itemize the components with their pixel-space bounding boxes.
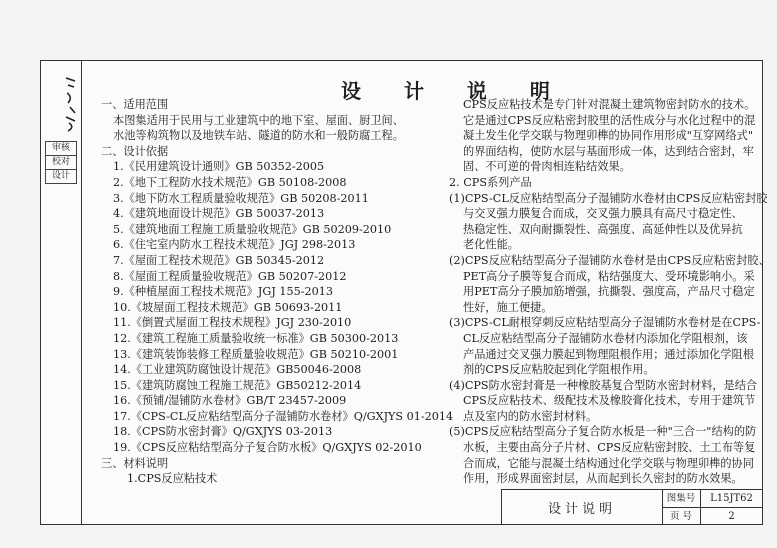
right-column <box>449 97 770 487</box>
text-line: 用PET高分子膜加筋增强，抗撕裂、强度高，产品尺寸稳定 <box>463 285 755 299</box>
text-line: 作用，形成界面密封层，从而起到长久密封的防水效果。 <box>463 472 743 486</box>
text-line: 剂的CPS反应粘胶起到化学阻根作用。 <box>463 363 655 377</box>
text-line: 合而成，它能与混凝土结构通过化学交联与物理卯榫的协同 <box>463 456 754 470</box>
text-line: 1.《民用建筑设计通则》GB 50352-2005 <box>113 160 325 174</box>
text-line: 性好，施工便捷。 <box>463 300 553 314</box>
text-line: 凝土发生化学交联与物理卯榫的协同作用形成"互穿网络式" <box>463 129 753 143</box>
signature-cell: 审核 <box>46 142 76 156</box>
signature-cell: 设计 <box>51 171 70 181</box>
text-line: 2. CPS系列产品 <box>449 175 532 189</box>
page-title: 设 计 说 明 <box>341 79 568 103</box>
signature-icon <box>63 73 79 133</box>
text-line: 点及室内的防水密封材料。 <box>463 409 598 423</box>
text-line: CPS反应粘技术是专门针对混凝土建筑物密封防水的技术。 <box>463 98 756 111</box>
left-column <box>101 97 454 487</box>
atlas-number: L15JT62 <box>710 493 753 504</box>
text-line: 热稳定性、双向耐撕裂性、高强度、高延伸性以及优异抗 <box>463 222 743 236</box>
text-line: (1)CPS-CL反应粘结型高分子湿铺防水卷材由CPS反应粘密封胶 <box>449 191 768 205</box>
text-line: (3)CPS-CL耐根穿刺反应粘结型高分子湿铺防水卷材是在CPS- <box>449 316 761 330</box>
signature-cell: 校对 <box>46 156 76 170</box>
text-line: 水池等构筑物以及地铁车站、隧道的防水和一般防腐工程。 <box>113 129 404 143</box>
text-line: 6.《住宅室内防水工程技术规范》JGJ 298-2013 <box>113 238 356 252</box>
text-line: 15.《建筑防腐蚀工程施工规范》GB50212-2014 <box>113 378 362 392</box>
text-line: 16.《预铺/湿铺防水卷材》GB/T 23457-2009 <box>113 394 347 408</box>
text-line: 老化性能。 <box>463 238 519 252</box>
text-line: 18.《CPS防水密封膏》Q/GXJYS 03-2013 <box>113 425 333 439</box>
text-line: 它是通过CPS反应粘密封胶里的活性成分与水化过程中的混 <box>463 113 756 127</box>
text-line: 11.《倒置式屋面工程技术规程》JGJ 230-2010 <box>113 316 352 330</box>
text-line: 13.《建筑装饰装修工程质量验收规范》GB 50210-2001 <box>113 347 399 361</box>
signature-cells <box>45 141 77 184</box>
page-number: 2 <box>728 511 735 522</box>
text-line: 4.《建筑地面设计规范》GB 50037-2013 <box>113 207 325 221</box>
text-line: 水板，主要由高分子片材、CPS反应粘密封胶、土工布等复 <box>463 441 756 455</box>
text-line: 本图集适用于民用与工业建筑中的地下室、屋面、厨卫间、 <box>113 113 404 127</box>
text-line: 12.《建筑工程施工质量验收统一标准》GB 50300-2013 <box>113 331 399 345</box>
text-line: 8.《屋面工程质量验收规范》GB 50207-2012 <box>113 269 347 283</box>
text-line: 14.《工业建筑防腐蚀设计规范》GB50046-2008 <box>113 363 362 377</box>
text-line: 三、材料说明 <box>101 456 169 470</box>
signature-strip <box>41 61 82 524</box>
text-line: CPS反应粘技术、级配技术及橡胶膏化技术，专用于建筑节 <box>463 394 756 408</box>
text-line: 二、设计依据 <box>101 144 169 158</box>
text-line: 一、适用范围 <box>101 98 169 111</box>
text-line: 与交叉强力膜复合而成，交叉强力膜具有高尺寸稳定性、 <box>463 207 743 221</box>
text-line: 固、不可逆的骨肉相连粘结效果。 <box>463 160 631 174</box>
text-line: 的界面结构，使防水层与基面形成一体，达到结合密封，牢 <box>463 144 754 158</box>
page-label: 页 号 <box>662 508 701 525</box>
title-block <box>501 489 762 524</box>
text-line: 5.《建筑地面工程施工质量验收规范》GB 50209-2010 <box>113 222 392 236</box>
text-line: (5)CPS反应粘结型高分子复合防水板是一种"三合一"结构的防 <box>449 425 757 439</box>
text-line: 3.《地下防水工程质量验收规范》GB 50208-2011 <box>113 191 369 205</box>
text-line: 2.《地下工程防水技术规范》GB 50108-2008 <box>113 175 347 189</box>
text-line: 7.《屋面工程技术规范》GB 50345-2012 <box>113 253 325 267</box>
text-line: PET高分子膜等复合而成，粘结强度大、受环境影响小。采 <box>463 269 755 283</box>
text-line: (4)CPS防水密封膏是一种橡胶基复合型防水密封材料，是结合 <box>449 378 758 392</box>
text-line: 产品通过交叉强力膜起到物理阻根作用；通过添加化学阻根 <box>463 347 754 361</box>
text-line: 1.CPS反应粘技术 <box>127 472 218 486</box>
text-line: 17.《CPS-CL反应粘结型高分子湿铺防水卷材》Q/GXJYS 01-2014 <box>113 409 454 423</box>
drawing-sheet <box>40 60 770 525</box>
text-line: 9.《种植屋面工程技术规范》JGJ 155-2013 <box>113 285 333 299</box>
text-line: (2)CPS反应粘结型高分子湿铺防水卷材是由CPS反应粘密封胶、 <box>449 253 770 267</box>
text-line: 10.《坡屋面工程技术规范》GB 50693-2011 <box>113 300 343 314</box>
text-line: 19.《CPS反应粘结型高分子复合防水板》Q/GXJYS 02-2010 <box>113 441 422 455</box>
atlas-label: 图集号 <box>662 490 701 507</box>
title-block-name: 设计说明 <box>502 490 663 524</box>
text-line: CL反应粘结型高分子湿铺防水卷材内添加化学阻根剂，该 <box>463 331 748 345</box>
title-block-grid <box>662 490 762 524</box>
